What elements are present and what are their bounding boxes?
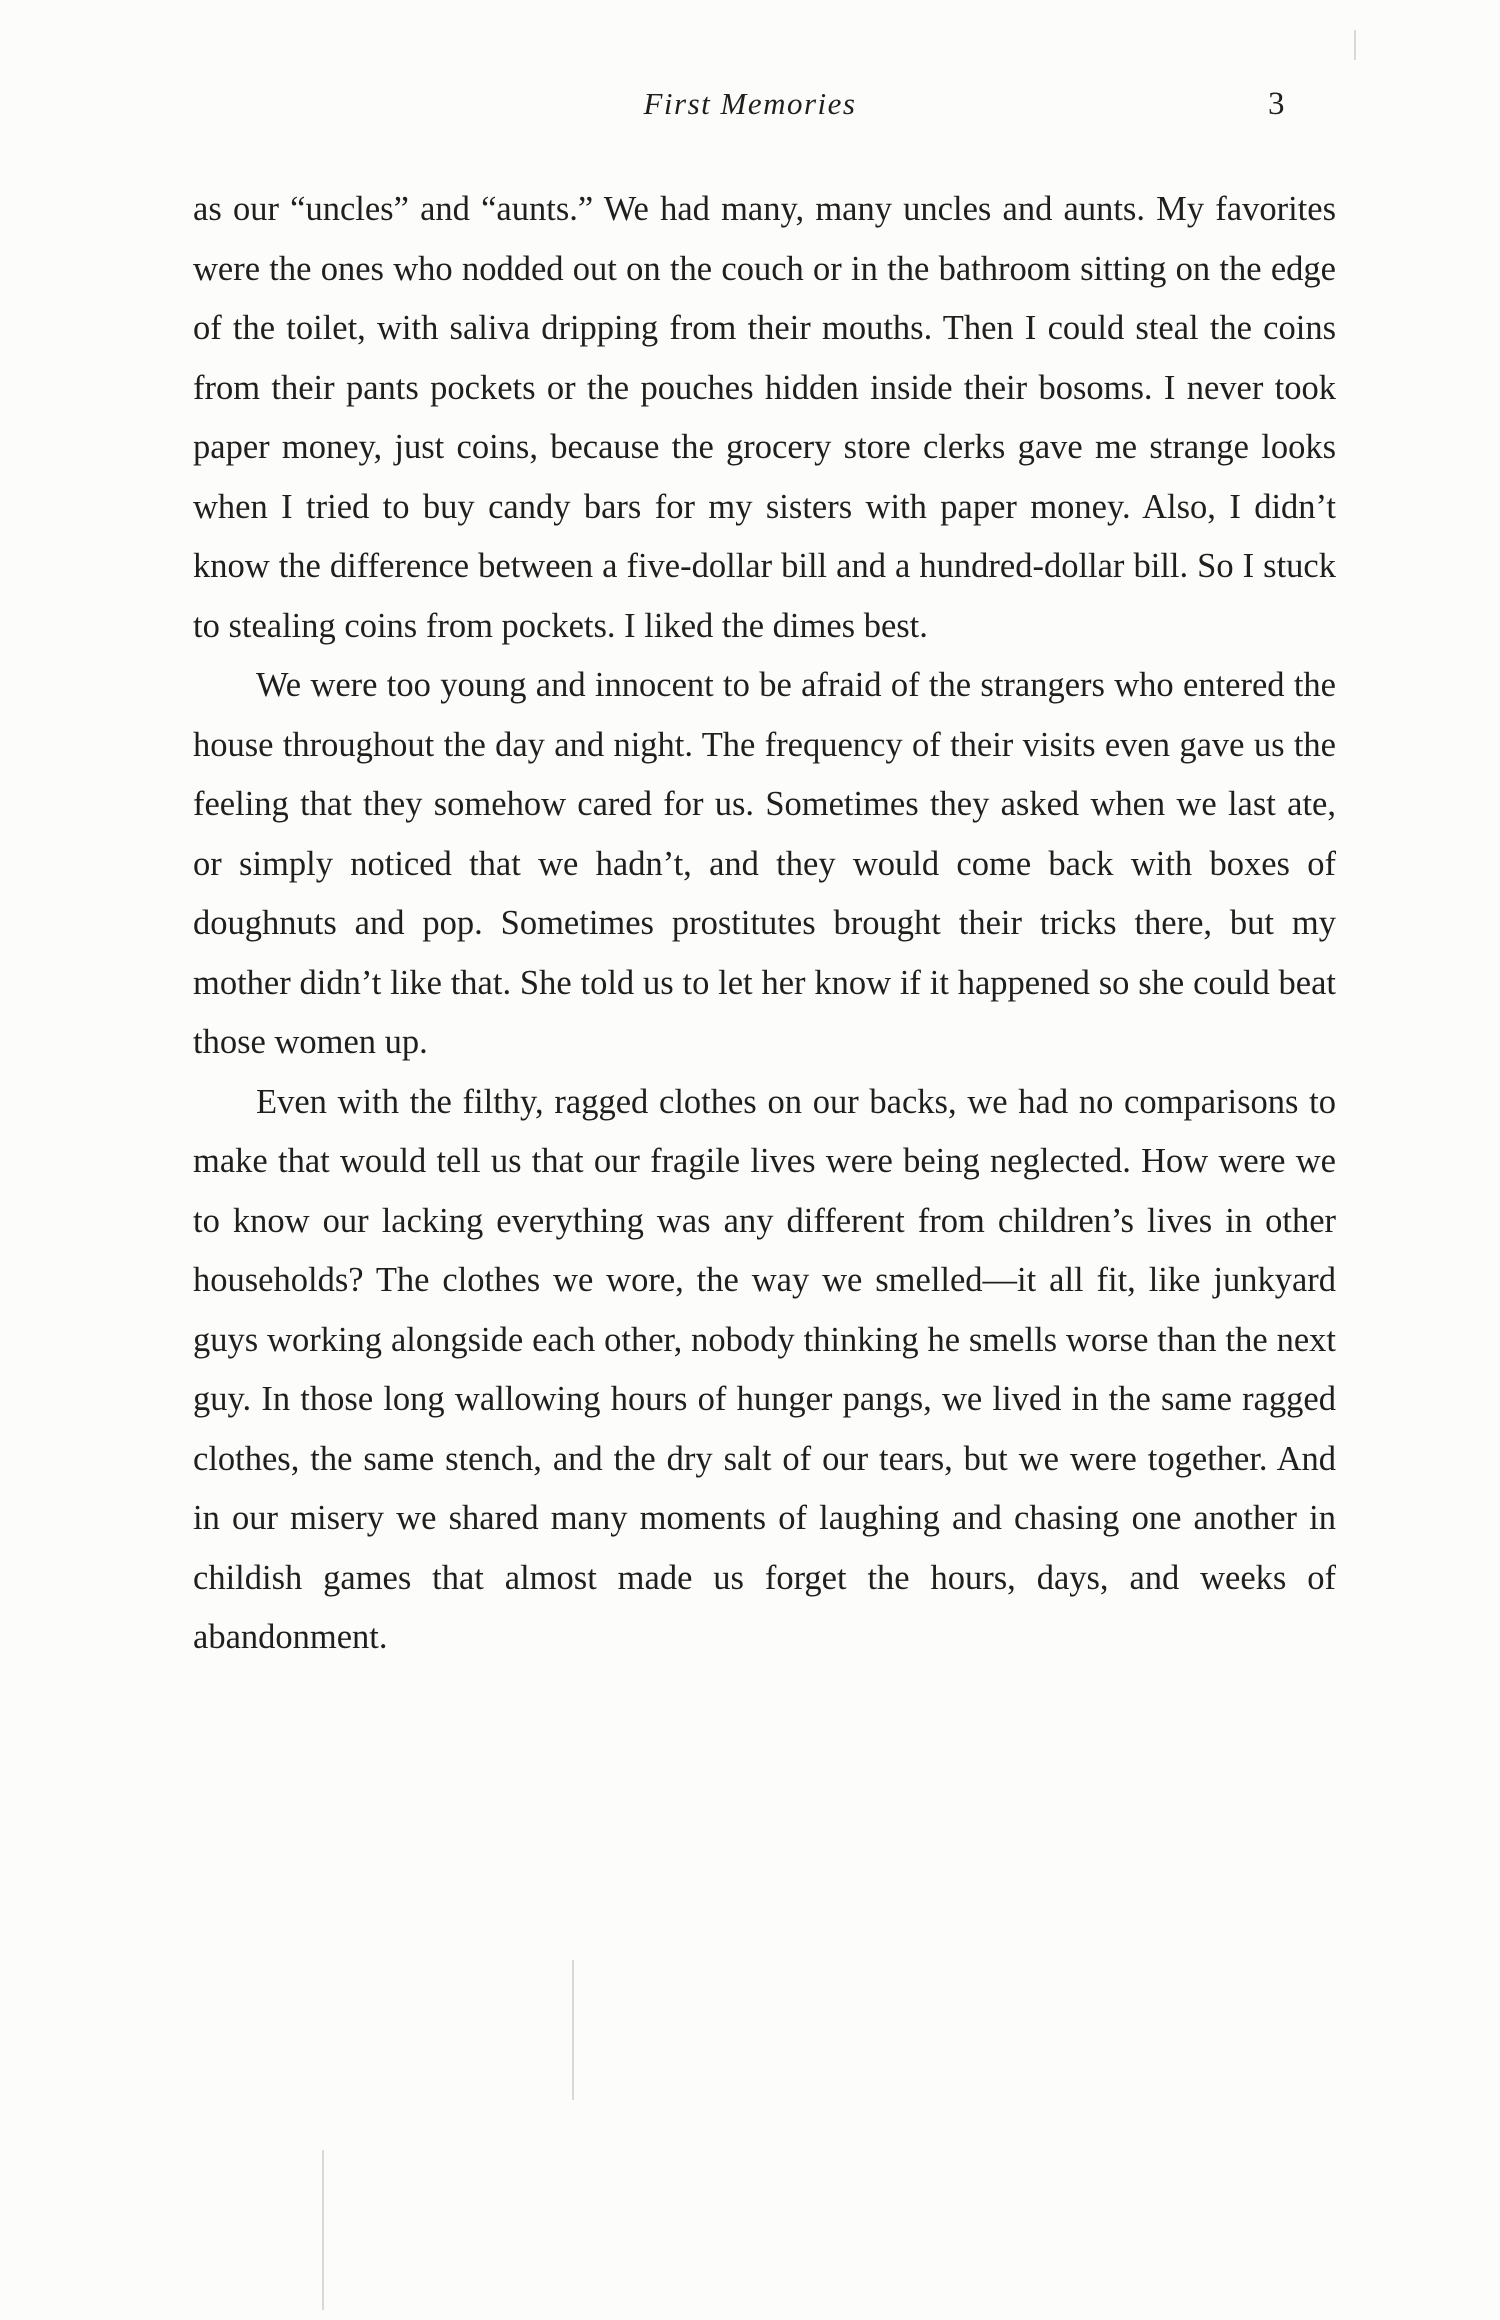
scan-artifact-line	[322, 2150, 324, 2310]
page-number: 3	[1268, 86, 1285, 122]
chapter-title: First Memories	[643, 86, 857, 121]
paragraph-ragged-clothes: Even with the filthy, ragged clothes on our backs, we had no comparisons to make that would tell us that our fragile lives were being neglected. How were we to know our lacking everything was any different from children’s lives in other households? The clothes we wore, the way we smelled—it all fit, like junkyard guys working alongside each other, nobody thinking he smells worse than the next guy. In those long wallowing hours of hunger pangs, we lived in the same ragged clothes, the same stench, and the dry salt of our tears, but we were together. And in our misery we shared many moments of laughing and chasing one another in childish games that almost made us forget the hours, days, and weeks of abandonment.	[193, 1082, 1336, 1656]
paragraph-continued: as our “uncles” and “aunts.” We had many, many uncles and aunts. My favorites were the ones who nodded out on the couch or in the bathroom sitting on the edge of the toilet, with saliva dripping from their mouths. Then I could steal the coins from their pants pockets or the pouches hidden inside their bosoms. I never took paper money, just coins, because the grocery store clerks gave me strange looks when I tried to buy candy bars for my sisters with paper money. Also, I didn’t know the difference between a five-dollar bill and a hundred-dollar bill. So I stuck to stealing coins from pockets. I liked the dimes best.	[193, 190, 1336, 645]
running-head	[0, 84, 1500, 132]
paragraph-strangers: We were too young and innocent to be afraid of the strangers who entered the house throughout the day and night. The frequency of their visits even gave us the feeling that they somehow cared for us. Sometimes they asked when we last ate, or simply noticed that we hadn’t, and they would come back with boxes of doughnuts and pop. Sometimes prostitutes brought their tricks there, but my mother didn’t like that. She told us to let her know if it happened so she could beat those women up.	[193, 666, 1336, 1061]
body-text	[193, 180, 1336, 1668]
scan-artifact-line	[1354, 30, 1356, 60]
scan-artifact-line	[572, 1960, 574, 2100]
